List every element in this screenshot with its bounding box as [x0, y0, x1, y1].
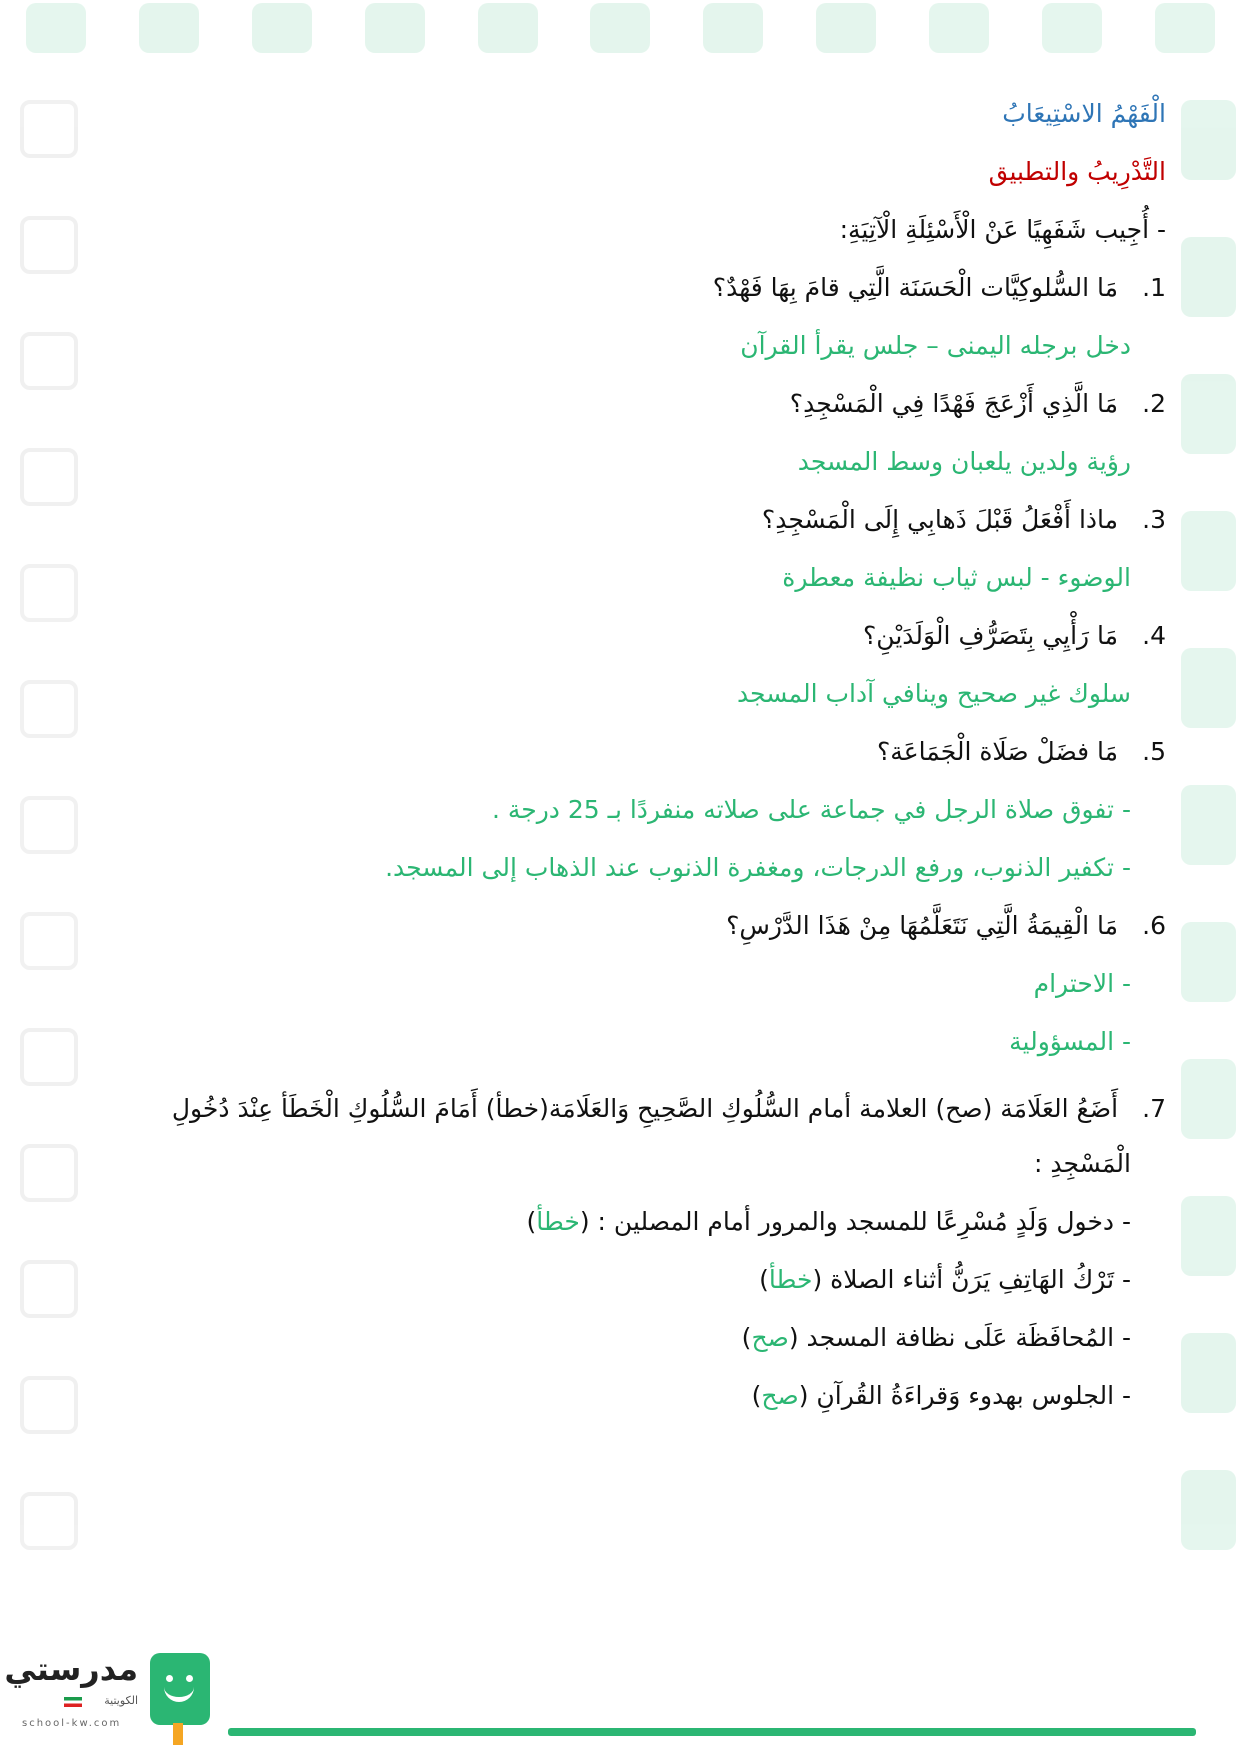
question-text: مَا رَأْيِي بِتَصَرُّفِ الْوَلَدَيْنِ؟: [863, 621, 1119, 650]
logo-name: مدرستي: [4, 1650, 138, 1688]
question-text: مَا الَّذِي أَزْعَجَ فَهْدًا فِي الْمَسْجِدِ؟: [789, 389, 1119, 418]
question-text: مَا السُّلوكِيَّات الْحَسَنَة الَّتِي قامَ بِهَا فَهْدٌ؟: [712, 273, 1119, 302]
answer-5a: - تفوق صلاة الرجل في جماعة على صلاته منفردًا بـ 25 درجة .: [491, 795, 1131, 824]
question-number: 2.: [1142, 389, 1166, 418]
answer-6a: - الاحترام: [1033, 969, 1131, 998]
answer-4: سلوك غير صحيح وينافي آداب المسجد: [736, 679, 1131, 708]
worksheet-content: [116, 95, 1166, 1435]
tf-item: - تَرْكُ الهَاتِفِ يَرَنُّ أثناء الصلاة (خطأ): [759, 1265, 1131, 1294]
question-2: [116, 385, 1166, 423]
answer-1: دخل برجله اليمنى – جلس يقرأ القرآن: [740, 331, 1131, 360]
question-7: [116, 1081, 1166, 1137]
question-6: [116, 907, 1166, 945]
question-4: [116, 617, 1166, 655]
answer-5b: - تكفير الذنوب، ورفع الدرجات، ومغفرة الذنوب عند الذهاب إلى المسجد.: [385, 853, 1131, 882]
answer-mark: صح: [751, 1323, 789, 1352]
question-5: [116, 733, 1166, 771]
answer-mark: خطأ: [536, 1207, 580, 1236]
watermark-left: [20, 100, 80, 1550]
answer-mark: صح: [761, 1381, 799, 1410]
question-1: [116, 269, 1166, 307]
question-text: مَا الْقِيمَةُ الَّتِي نَتَعَلَّمُهَا مِنْ هَذَا الدَّرْسِ؟: [726, 911, 1119, 940]
question-number: 6.: [1142, 911, 1166, 940]
answer-3: الوضوء - لبس ثياب نظيفة معطرة: [782, 563, 1131, 592]
question-7-continued: الْمَسْجِدِ :: [1034, 1149, 1131, 1178]
tf-item: - دخول وَلَدٍ مُسْرِعًا للمسجد والمرور أمام المصلين : (خطأ): [526, 1207, 1131, 1236]
question-number: 4.: [1142, 621, 1166, 650]
tf-item: - المُحافَظَة عَلَى نظافة المسجد (صح): [741, 1323, 1131, 1352]
answer-6b: - المسؤولية: [1009, 1027, 1131, 1056]
question-number: 7.: [1142, 1094, 1166, 1123]
kuwait-flag-icon: [64, 1697, 82, 1707]
question-number: 3.: [1142, 505, 1166, 534]
logo-subtitle: الكويتية: [104, 1694, 138, 1707]
heading-comprehension: الْفَهْمُ الاسْتِيعَابُ: [1002, 99, 1166, 128]
heading-practice: التَّدْرِيبُ والتطبيق: [988, 157, 1166, 186]
instruction: - أُجِيب شَفَهِيًا عَنْ الْأَسْئِلَةِ الْآتِيَةِ:: [839, 215, 1166, 244]
question-number: 1.: [1142, 273, 1166, 302]
answer-mark: خطأ: [768, 1265, 813, 1294]
question-3: [116, 501, 1166, 539]
question-number: 5.: [1142, 737, 1166, 766]
watermark-strip: [0, 0, 1241, 55]
question-text: مَا فضَلْ صَلَاة الْجَمَاعَة؟: [877, 737, 1119, 766]
answer-2: رؤية ولدين يلعبان وسط المسجد: [797, 447, 1131, 476]
question-text: ماذا أَفْعَلُ قَبْلَ ذَهابِي إِلَى الْمَسْجِدِ؟: [761, 505, 1119, 534]
logo-icon: [150, 1653, 210, 1725]
tf-item: - الجلوس بهدوء وَقراءَةُ القُرآنِ (صح): [751, 1381, 1131, 1410]
watermark-right: [1181, 100, 1241, 1550]
footer-divider: [228, 1728, 1196, 1736]
question-text: أَضَعُ العَلَامَة (صح) العلامة أمام السُّلُوكِ الصَّحِيحِ وَالعَلَامَة(خطأ) أَمَامَ السُّلُوكِ الْخَطَأ عِنْدَ دُخُولِ: [171, 1094, 1119, 1123]
logo-url: school-kw.com: [22, 1718, 122, 1729]
